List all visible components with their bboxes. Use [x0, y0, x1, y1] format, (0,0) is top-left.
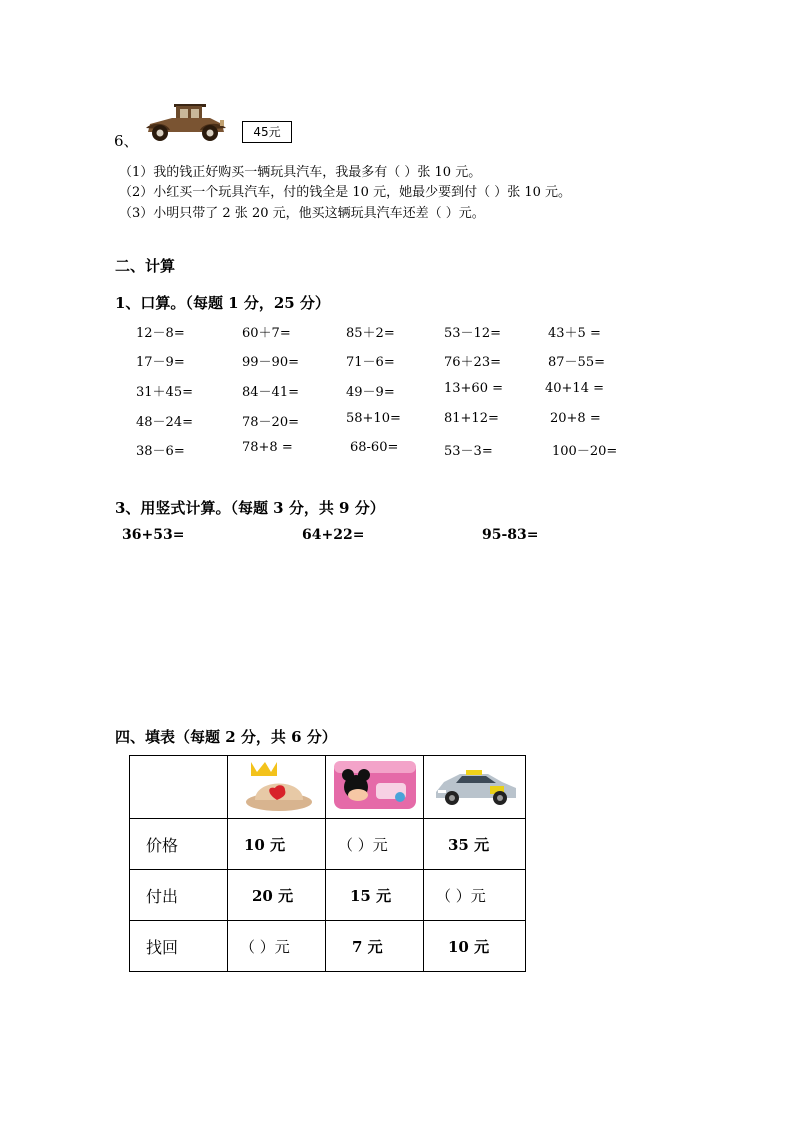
pencil-box-icon — [330, 757, 420, 813]
calc-item: 49－9= — [346, 385, 395, 400]
calc-item: 60＋7= — [242, 326, 291, 341]
calc-item: 31＋45= — [136, 385, 193, 400]
calc-item: 76＋23= — [444, 355, 501, 370]
row-label-price: 价格 — [130, 819, 228, 870]
cell-paid-hat: 20 元 — [228, 870, 326, 921]
cell-price-car: 35 元 — [424, 819, 526, 870]
calc-item: 38－6= — [136, 444, 185, 459]
hat-icon — [241, 756, 313, 814]
calc-item: 85＋2= — [346, 326, 395, 341]
calc-item: 78+8 = — [242, 440, 293, 455]
row-label-change: 找回 — [130, 921, 228, 972]
calc-item: 84－41= — [242, 385, 299, 400]
calc-item: 43＋5 = — [548, 326, 601, 341]
price-tag: 45元 — [242, 121, 292, 143]
calc-item: 17－9= — [136, 355, 185, 370]
calc-item: 68-60= — [350, 440, 399, 455]
question-6-line-2: （2）小红买一个玩具汽车，付的钱全是 10 元，她最少要到付（ ）张 10 元。 — [119, 185, 572, 200]
vertical-calc-title: 3、用竖式计算。（每题 3 分，共 9 分） — [115, 499, 385, 517]
calc-item: 81+12= — [444, 411, 499, 426]
section-2-title: 二、计算 — [115, 257, 176, 275]
cell-paid-pencil-box: 15 元 — [326, 870, 424, 921]
table-header-pencil-box — [326, 756, 424, 819]
calc-item: 71－6= — [346, 355, 395, 370]
cell-change-car: 10 元 — [424, 921, 526, 972]
vertical-calc-item: 64+22= — [302, 527, 365, 543]
question-6-line-3: （3）小明只带了 2 张 20 元，他买这辆玩具汽车还差（ ）元。 — [119, 206, 485, 221]
toy-car-icon — [144, 102, 228, 142]
table-header-hat — [228, 756, 326, 819]
calc-item: 53－12= — [444, 326, 501, 341]
cell-change-pencil-box: 7 元 — [326, 921, 424, 972]
oral-calc-title: 1、口算。（每题 1 分，25 分） — [115, 294, 330, 312]
calc-item: 13+60 = — [444, 381, 504, 396]
calc-item: 87－55= — [548, 355, 605, 370]
price-table — [129, 755, 526, 972]
calc-item: 100－20= — [552, 444, 618, 459]
calc-item: 78－20= — [242, 415, 299, 430]
vertical-calc-item: 36+53= — [122, 527, 185, 543]
table-header-car — [424, 756, 526, 819]
calc-item: 53－3= — [444, 444, 493, 459]
cell-price-pencil-box: （ ）元 — [326, 819, 424, 870]
calc-item: 99－90= — [242, 355, 299, 370]
vertical-calc-item: 95-83= — [482, 527, 539, 543]
table-section-title: 四、填表（每题 2 分，共 6 分） — [115, 728, 337, 746]
row-label-paid: 付出 — [130, 870, 228, 921]
cell-paid-car: （ ）元 — [424, 870, 526, 921]
cell-change-hat: （ ）元 — [228, 921, 326, 972]
cell-price-hat: 10 元 — [228, 819, 326, 870]
toy-car-icon — [430, 762, 520, 808]
question-6-number: 6、 — [114, 132, 139, 150]
calc-item: 40+14 = — [545, 381, 605, 396]
calc-item: 20+8 = — [550, 411, 601, 426]
table-corner — [130, 756, 228, 819]
calc-item: 48－24= — [136, 415, 193, 430]
question-6-line-1: （1）我的钱正好购买一辆玩具汽车，我最多有（ ）张 10 元。 — [119, 165, 482, 180]
calc-item: 58+10= — [346, 411, 401, 426]
calc-item: 12－8= — [136, 326, 185, 341]
